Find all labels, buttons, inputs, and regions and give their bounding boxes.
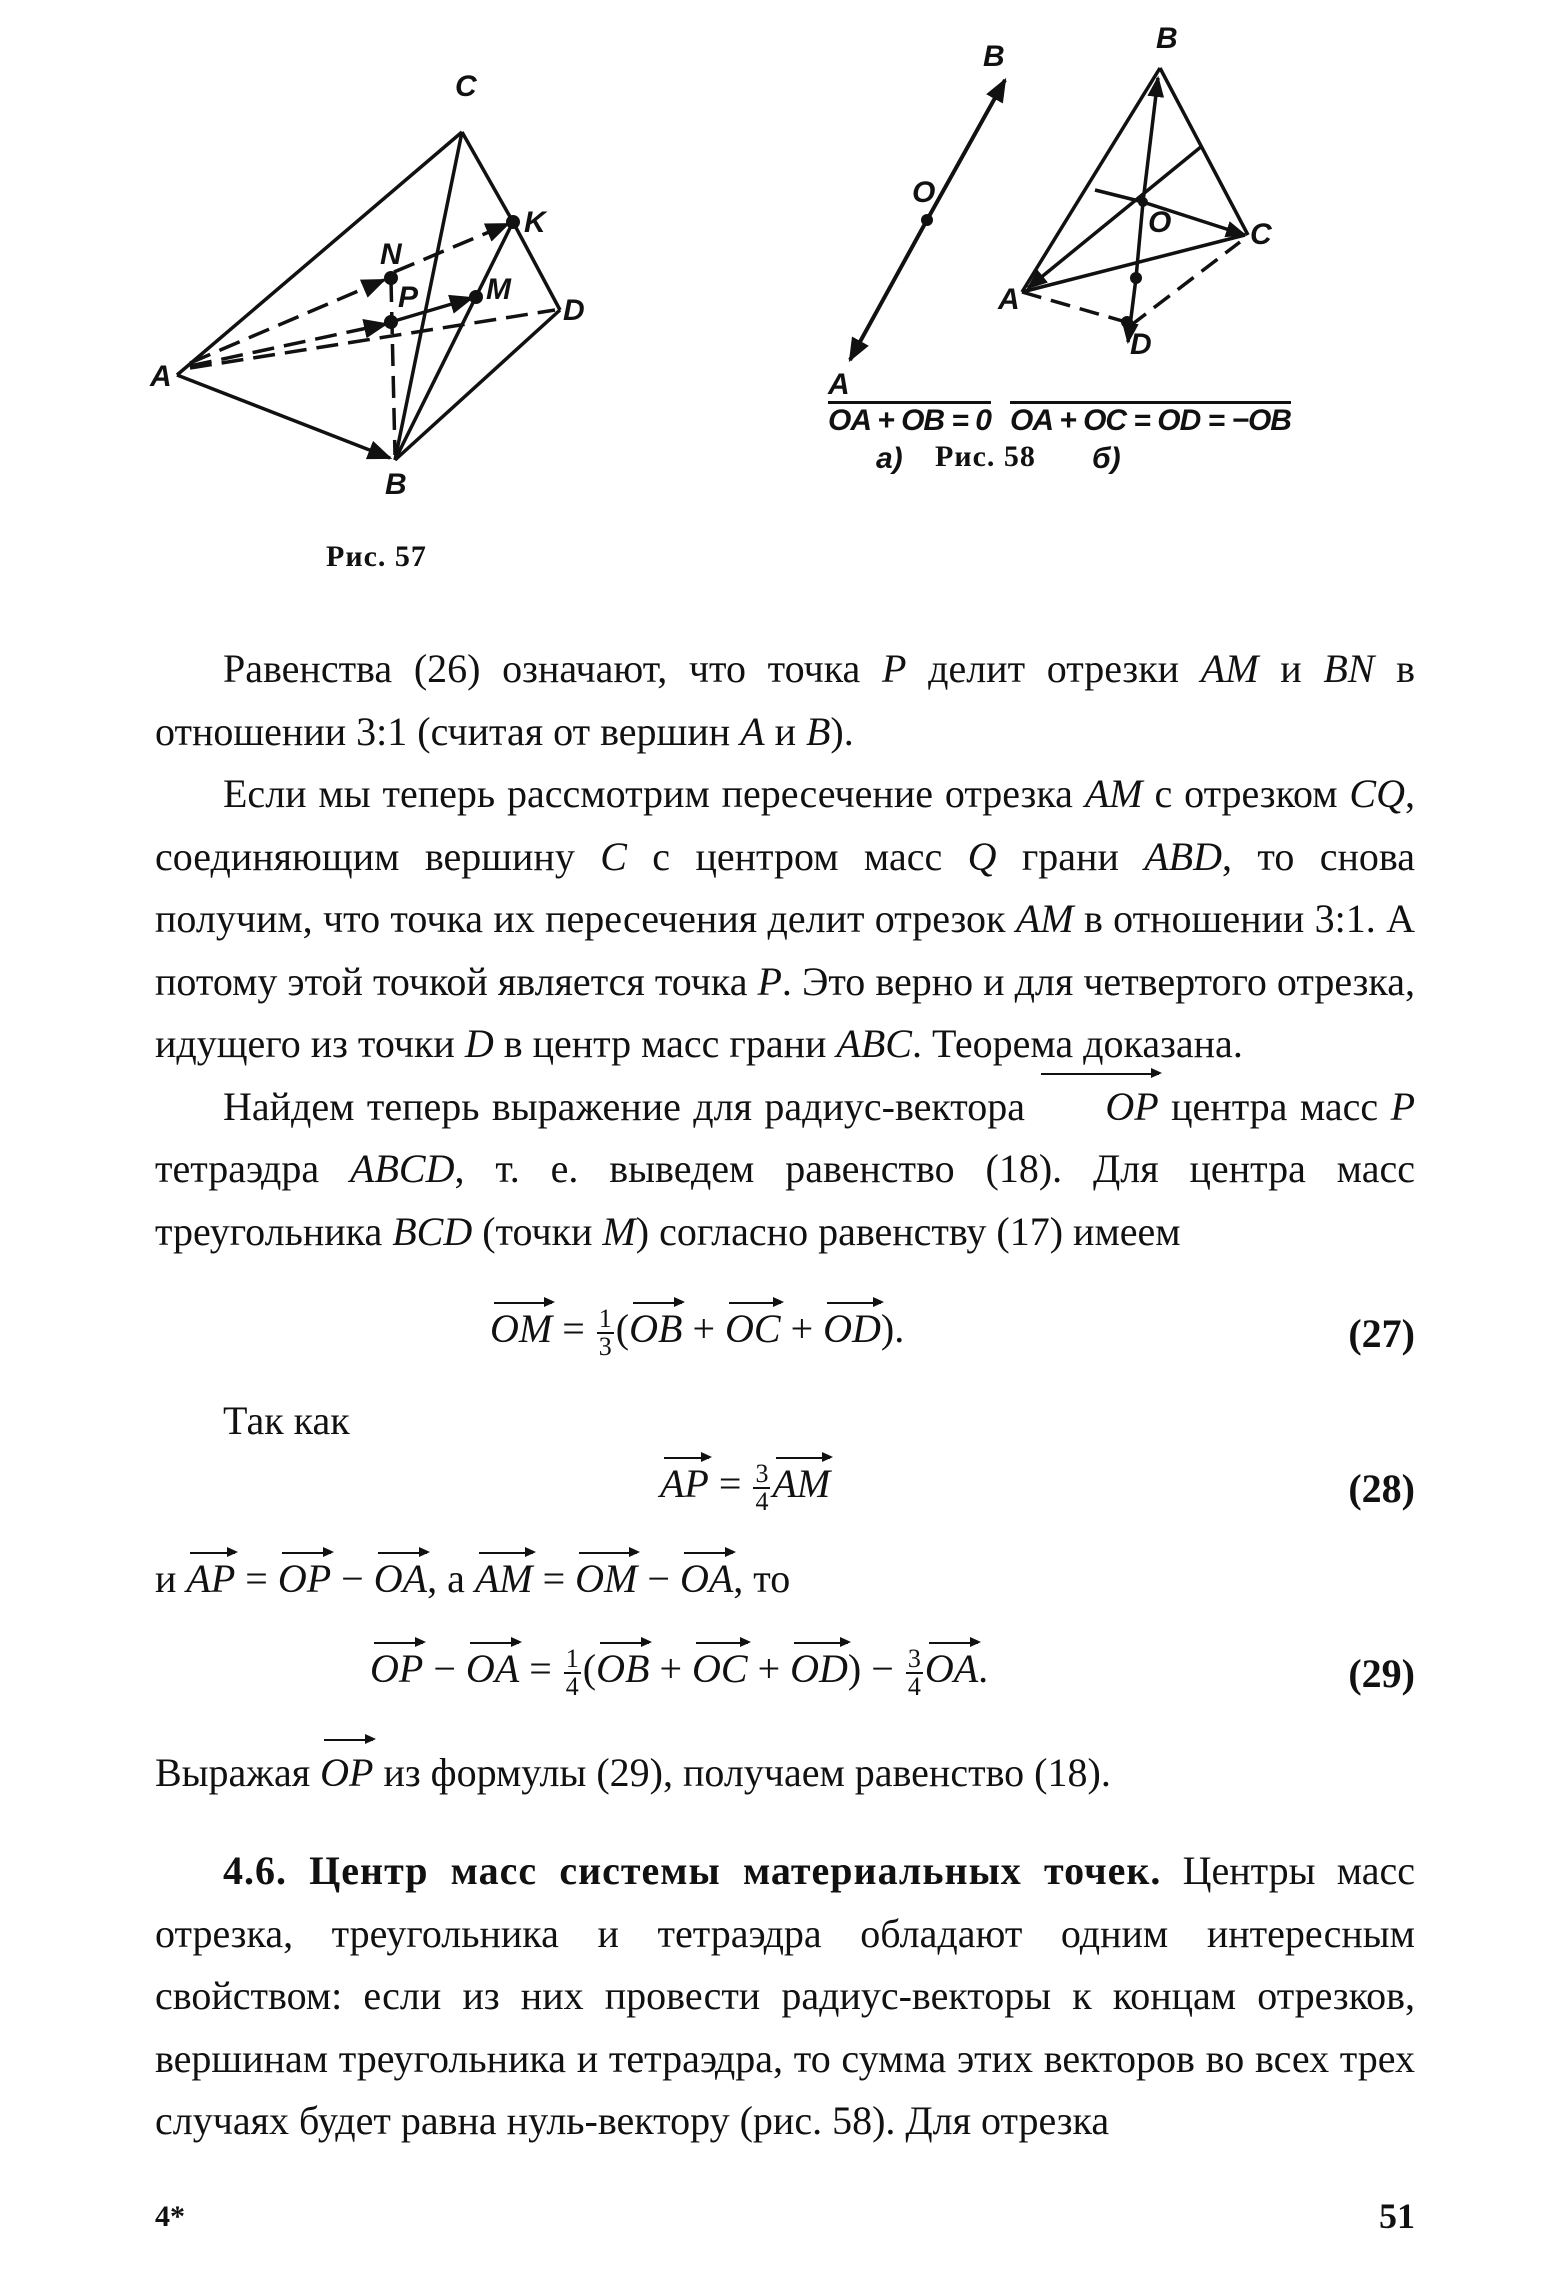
label-O-b: O xyxy=(1148,206,1172,239)
paragraph-2: Если мы теперь рассмотрим пересечение отрезка AM с отрезком CQ, соединяющим вершину C с центром масс Q грани ABD, то снова получим, что точка их пересечения делит отрезок AM в отношении 3:1. А потому этой точкой является точка P. Это верно и для четвертого отрезка, идущего из точки D в центр масс грани ABC. Теорема доказана. xyxy=(155,771,1416,1066)
text-tak-kak: Так как xyxy=(223,1398,350,1443)
paragraph-4: Выражая OP из формулы (29), получаем равенство (18). xyxy=(155,1742,1415,1805)
paragraph-3: Найдем теперь выражение для радиус-вектора OP центра масс P тетраэдра ABCD, т. е. выведем равенство (18). Для центра масс треугольника BCD (точки M) согласно равенству (17) имеем xyxy=(155,1076,1415,1264)
dashed-DC xyxy=(1130,242,1240,326)
equation-27: OM = $\frac{1}{3}$ (OB + OC + OD). xyxy=(490,1303,905,1361)
label-B-a: B xyxy=(983,40,1005,73)
label-C-b: C xyxy=(1250,218,1272,251)
relation-line: и AP = OP − OA, а AM = OM − OA, то xyxy=(155,1556,791,1601)
vector-OA xyxy=(850,220,927,360)
body-text-block-1 xyxy=(155,638,1415,1263)
dashed-AD xyxy=(1022,292,1126,322)
sub-label-b: б) xyxy=(1092,442,1121,475)
point-D xyxy=(1121,316,1133,328)
label-M: M xyxy=(486,273,511,306)
equation-27-number: (27) xyxy=(1348,1311,1415,1356)
equation-29-number: (29) xyxy=(1348,1651,1415,1696)
dashed-AP xyxy=(190,324,386,366)
label-A-a: A xyxy=(828,368,850,401)
point-K xyxy=(506,215,520,229)
point-M xyxy=(469,290,483,304)
label-P: P xyxy=(398,281,419,314)
equation-b: OA + OC = OD = −OB xyxy=(1010,404,1291,437)
label-O-a: O xyxy=(912,176,936,209)
point-E xyxy=(1130,272,1142,284)
label-B-b: B xyxy=(1156,22,1178,55)
section-4-6 xyxy=(155,1840,1415,2153)
label-N: N xyxy=(380,238,402,271)
label-A: A xyxy=(150,360,172,393)
equation-a: OA + OB = 0 xyxy=(828,404,991,437)
point-O-b xyxy=(1138,197,1148,207)
label-D-b: D xyxy=(1130,328,1152,361)
figure-57 xyxy=(150,70,750,650)
tetrahedron-diagram xyxy=(150,100,750,650)
signature-mark: 4* xyxy=(155,2200,185,2233)
section-text: Центры масс отрезка, треугольника и тетраэдра обладают одним интересным свойством: если из них провести радиус-векторы к концам отрезков, вершинам треугольника и тетраэдра, то сумма этих векторов во всех трех случаях будет равна нуль-вектору (рис. 58). Для отрезка xyxy=(155,1848,1415,2143)
edge-AB xyxy=(177,375,390,458)
sub-label-a: а) xyxy=(876,442,903,475)
vector-OB xyxy=(927,80,1005,220)
point-P xyxy=(384,315,398,329)
figure-58-caption: Рис. 58 xyxy=(935,440,1036,473)
page-number: 51 xyxy=(1379,2196,1415,2236)
dashed-AN xyxy=(190,280,384,363)
label-K: K xyxy=(524,206,546,239)
equation-28: AP = $\frac{3}{4}$ AM xyxy=(660,1458,831,1516)
dashed-NB xyxy=(391,280,395,455)
point-N xyxy=(384,271,398,285)
figure-58 xyxy=(800,22,1500,630)
edge-CK xyxy=(462,132,513,222)
label-B: B xyxy=(385,468,407,501)
figure-57-caption: Рис. 57 xyxy=(326,540,427,573)
point-O-a xyxy=(921,214,933,226)
equation-29: OP − OA = $\frac{1}{4}$ (OB + OC + OD) − $\frac{3}{4}$ OA. xyxy=(370,1643,989,1701)
paragraph-1: Равенства (26) означают, что точка P делит отрезки AM и BN в отношении 3:1 (считая от вершин A и B). xyxy=(155,646,1416,754)
segment-O-E xyxy=(1136,202,1143,278)
label-D: D xyxy=(563,294,585,327)
section-heading: 4.6. Центр масс системы материальных точек. xyxy=(223,1848,1162,1893)
label-C: C xyxy=(455,70,477,103)
label-A-b: A xyxy=(998,283,1020,316)
edge-BK xyxy=(395,222,513,460)
equation-28-number: (28) xyxy=(1348,1466,1415,1511)
